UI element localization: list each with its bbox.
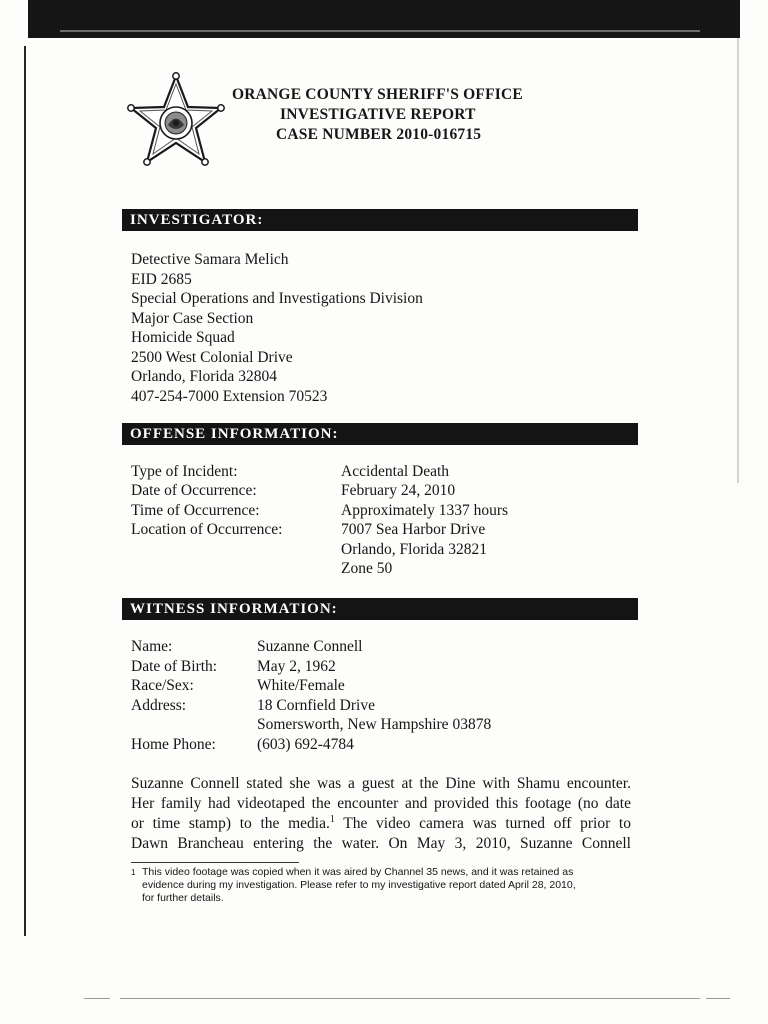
footnote-marker: 1 [131,868,136,877]
paragraph-line: Suzanne Connell stated she was a guest at the Dine with Shamu encounter. [131,775,631,792]
investigator-city: Orlando, Florida 32804 [131,368,277,385]
footnote-line: for further details. [142,892,224,904]
case-number: CASE NUMBER 2010-016715 [276,126,482,143]
sheriff-star-badge-icon [122,70,230,172]
offense-value: Accidental Death [341,463,450,480]
footnote [131,866,637,905]
witness-phone-value: (603) 692-4784 [257,736,354,753]
offense-value: February 24, 2010 [341,482,456,499]
investigator-section: Major Case Section [131,310,254,327]
offense-location-city: Orlando, Florida 32821 [341,541,487,558]
witness-statement-paragraph [131,774,631,854]
offense-value: Approximately 1337 hours [341,502,509,519]
witness-phone-label: Home Phone: [131,736,216,753]
footnote-divider [131,862,299,863]
scan-left-edge [24,46,26,936]
paragraph-line [131,814,631,834]
witness-value: 18 Cornfield Drive [257,697,375,714]
witness-label: Address: [131,697,187,714]
paragraph-line-text: The video camera was turned off prior to [334,815,631,832]
scan-artifact-line [706,998,730,999]
witness-address-city: Somersworth, New Hampshire 03878 [257,716,492,733]
footnote-line: evidence during my investigation. Please refer to my investigative report dated April 28, 2010, [142,879,576,891]
witness-value: White/Female [257,677,345,694]
witness-label: Race/Sex: [131,677,194,694]
footnote-reference[interactable]: 1 [329,813,335,825]
scan-right-edge [737,38,739,483]
investigator-street: 2500 West Colonial Drive [131,349,293,366]
offense-section-heading: OFFENSE INFORMATION: [122,423,638,445]
investigator-section-heading: INVESTIGATOR: [122,209,638,231]
witness-section-heading: WITNESS INFORMATION: [122,598,638,620]
agency-name: ORANGE COUNTY SHERIFF'S OFFICE [232,86,523,103]
offense-label: Time of Occurrence: [131,502,260,519]
investigator-name: Detective Samara Melich [131,251,289,268]
scan-artifact-line [120,998,700,999]
offense-label: Date of Occurrence: [131,482,257,499]
offense-label: Location of Occurrence: [131,521,283,538]
investigator-eid: EID 2685 [131,271,192,288]
paragraph-line: Her family had videotaped the encounter and provided this footage (no date [131,795,631,812]
investigator-division: Special Operations and Investigations Division [131,290,423,307]
investigator-phone: 407-254-7000 Extension 70523 [131,388,328,405]
witness-label: Date of Birth: [131,658,218,675]
investigator-squad: Homicide Squad [131,329,235,346]
footnote-line: This video footage was copied when it was aired by Channel 35 news, and it was retained as [142,866,574,878]
witness-value: Suzanne Connell [257,638,363,655]
offense-location-zone: Zone 50 [341,560,393,577]
scan-artifact-line [84,998,110,999]
paragraph-line: Dawn Brancheau entering the water. On May 3, 2010, Suzanne Connell [131,835,631,852]
report-type: INVESTIGATIVE REPORT [280,106,476,123]
witness-label: Name: [131,638,173,655]
scan-scratch-line [60,30,700,32]
offense-value: 7007 Sea Harbor Drive [341,521,486,538]
scan-top-band [28,0,740,38]
paragraph-line-text: or time stamp) to the media. [131,815,330,832]
offense-label: Type of Incident: [131,463,238,480]
witness-value: May 2, 1962 [257,658,336,675]
